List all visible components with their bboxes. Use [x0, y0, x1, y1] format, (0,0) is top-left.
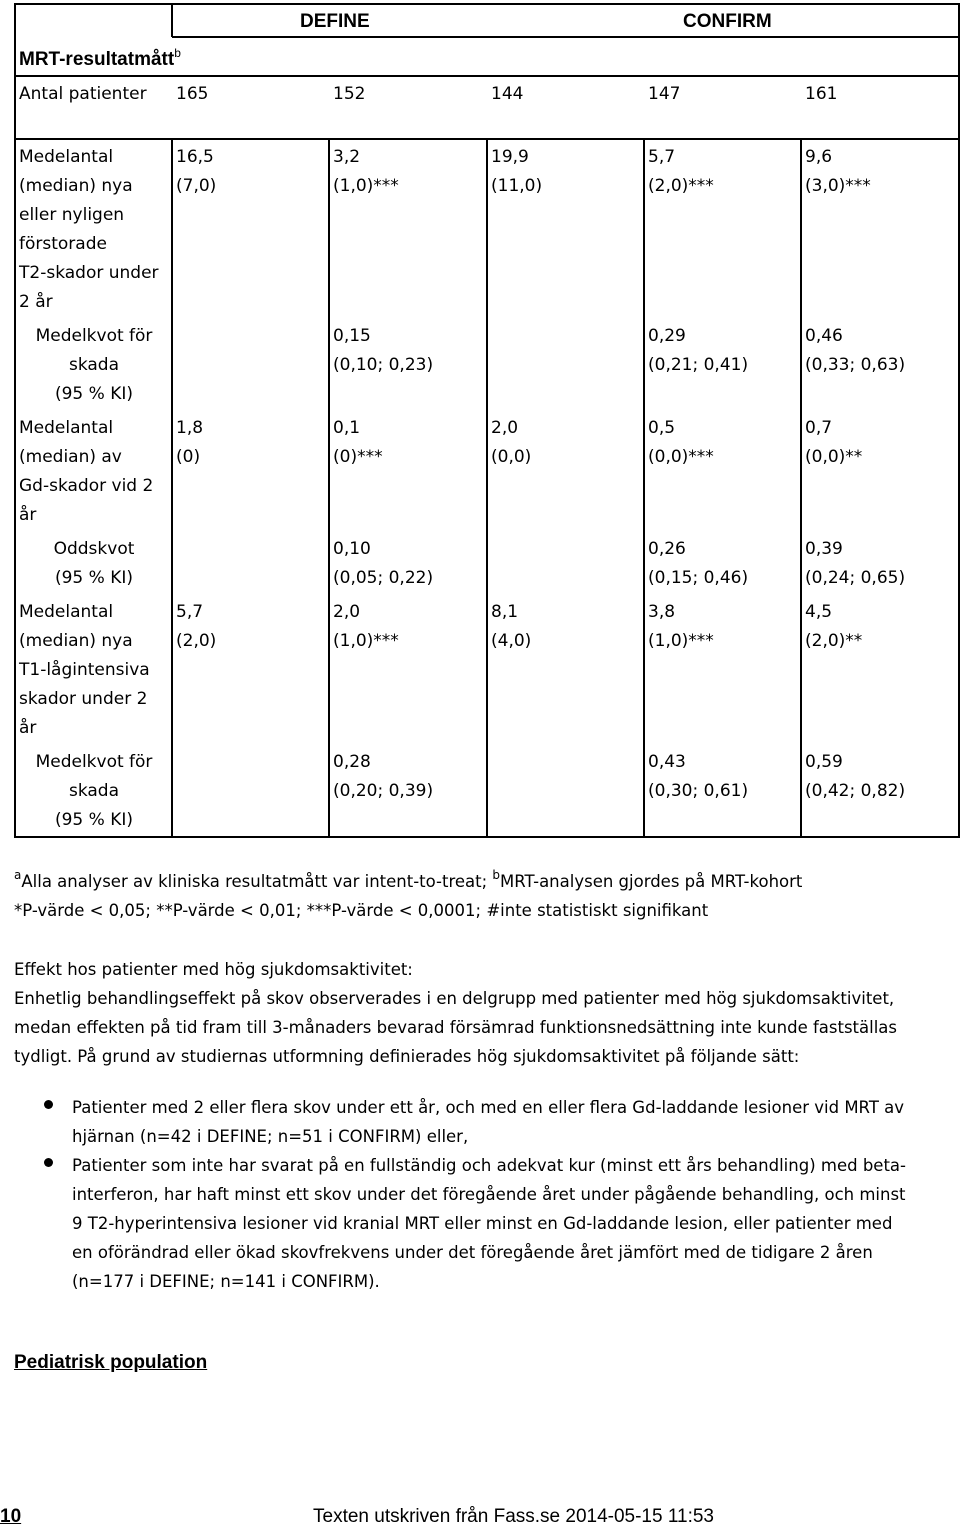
- table-cell: (0)***: [333, 447, 383, 467]
- row-label-line: Medelkvot för: [35, 752, 153, 772]
- patients-confirm-2: 147: [648, 84, 681, 104]
- bullet-2-line-5: (n=177 i DEFINE; n=141 i CONFIRM).: [72, 1272, 380, 1291]
- table-cell: 5,7: [648, 147, 676, 167]
- row-label-line: skada: [68, 355, 120, 375]
- patients-define-1: 165: [176, 84, 209, 104]
- table-cell: 0,1: [333, 418, 361, 438]
- table-cell: (7,0): [176, 176, 217, 196]
- row-label-line: Medelantal: [19, 418, 114, 438]
- table-cell: (0,15; 0,46): [648, 568, 749, 588]
- bullet-2-line-4: en oförändrad eller ökad skovfrekvens under det föregående året jämfört med de tidigare 2 åren: [72, 1243, 873, 1262]
- bullet-icon: [44, 1158, 53, 1167]
- patients-confirm-3: 161: [805, 84, 838, 104]
- table-cell: (1,0)***: [333, 631, 399, 651]
- table-cell: 2,0: [491, 418, 519, 438]
- table-cell: 4,5: [805, 602, 833, 622]
- table-title: [19, 45, 181, 76]
- row-label-line: år: [19, 505, 37, 525]
- table-cell: (0,0)***: [648, 447, 714, 467]
- table-cell: (0,20; 0,39): [333, 781, 434, 801]
- bullet-2-line-2: interferon, har haft minst ett skov under det föregående året under pågående behandling, och minst: [72, 1185, 906, 1204]
- table-cell: (2,0)***: [648, 176, 714, 196]
- row-label-line: Medelantal: [19, 602, 114, 622]
- table-cell: (0,30; 0,61): [648, 781, 749, 801]
- row-label-line: Gd-skador vid 2: [19, 476, 154, 496]
- table-cell: (0,21; 0,41): [648, 355, 749, 375]
- row-label-line: skada: [68, 781, 120, 801]
- table-title-text: MRT-resultatmått: [19, 49, 175, 70]
- table-cell: 19,9: [491, 147, 529, 167]
- patients-label: Antal patienter: [19, 84, 147, 104]
- body-paragraph-line-3: tydligt. På grund av studiernas utformning definierades hög sjukdomsaktivitet på följande sätt:: [14, 1047, 800, 1066]
- table-cell: (1,0)***: [333, 176, 399, 196]
- table-cell: (11,0): [491, 176, 543, 196]
- row-label-line: förstorade: [19, 234, 107, 254]
- page-number: 10: [0, 1506, 22, 1527]
- table-cell: 0,7: [805, 418, 833, 438]
- table-cell: (0,24; 0,65): [805, 568, 906, 588]
- footnote-ab: [14, 867, 802, 898]
- footnote-a-sup: a: [14, 868, 22, 882]
- table-cell: (1,0)***: [648, 631, 714, 651]
- row-label-line: Medelantal: [19, 147, 114, 167]
- footnote-b-text: MRT-analysen gjordes på MRT-kohort: [500, 872, 803, 891]
- table-cell: 0,26: [648, 539, 686, 559]
- row-label-line: Oddskvot: [53, 539, 135, 559]
- table-cell: (0): [176, 447, 201, 467]
- bullet-2-line-1: Patienter som inte har svarat på en fullständig och adekvat kur (minst ett års behandling) med beta-: [72, 1156, 906, 1175]
- row-label-line: (95 % KI): [54, 568, 134, 588]
- table-cell: (2,0): [176, 631, 217, 651]
- table-cell: 1,8: [176, 418, 204, 438]
- row-label-line: T1-lågintensiva: [19, 660, 150, 680]
- table-cell: 0,5: [648, 418, 676, 438]
- body-heading: Effekt hos patienter med hög sjukdomsaktivitet:: [14, 960, 413, 979]
- body-paragraph-line-1: Enhetlig behandlingseffekt på skov observerades i en delgrupp med patienter med hög sjukdomsaktivitet,: [14, 989, 895, 1008]
- table-cell: 0,10: [333, 539, 371, 559]
- header-define: DEFINE: [300, 11, 370, 32]
- table-cell: 9,6: [805, 147, 833, 167]
- row-label-line: (median) nya: [19, 176, 133, 196]
- table-cell: 2,0: [333, 602, 361, 622]
- header-confirm: CONFIRM: [683, 11, 772, 32]
- table-cell: (0,05; 0,22): [333, 568, 434, 588]
- footnote-pvalues: *P-värde < 0,05; **P-värde < 0,01; ***P-värde < 0,0001; #inte statistiskt signifikant: [14, 901, 709, 920]
- table-cell: (0,0): [491, 447, 532, 467]
- row-label-line: (95 % KI): [54, 810, 134, 830]
- table-cell: (0,10; 0,23): [333, 355, 434, 375]
- row-label-line: (95 % KI): [54, 384, 134, 404]
- table-cell: (0,0)**: [805, 447, 863, 467]
- patients-define-2: 152: [333, 84, 366, 104]
- bullet-1-line-1: Patienter med 2 eller flera skov under ett år, och med en eller flera Gd-laddande lesioner vid MRT av: [72, 1098, 905, 1117]
- table-cell: 3,2: [333, 147, 361, 167]
- table-cell: 0,43: [648, 752, 686, 772]
- row-label-line: eller nyligen: [19, 205, 125, 225]
- table-cell: 8,1: [491, 602, 519, 622]
- bullet-icon: [44, 1100, 53, 1109]
- section-heading: Pediatrisk population: [14, 1352, 208, 1373]
- table-cell: 0,46: [805, 326, 843, 346]
- table-title-sup: b: [174, 46, 181, 60]
- table-cell: 0,39: [805, 539, 843, 559]
- footer-text: Texten utskriven från Fass.se 2014-05-15 11:53: [313, 1506, 714, 1527]
- table-cell: 0,29: [648, 326, 686, 346]
- row-label-line: (median) av: [19, 447, 122, 467]
- table-cell: (3,0)***: [805, 176, 871, 196]
- row-label-line: 2 år: [19, 292, 53, 312]
- row-label-line: år: [19, 718, 37, 738]
- footnote-a-text: Alla analyser av kliniska resultatmått var intent-to-treat;: [21, 872, 493, 891]
- bullet-1-line-2: hjärnan (n=42 i DEFINE; n=51 i CONFIRM) eller,: [72, 1127, 469, 1146]
- table-cell: (2,0)**: [805, 631, 863, 651]
- table-cell: 0,59: [805, 752, 843, 772]
- table-cell: 0,15: [333, 326, 371, 346]
- row-label-line: (median) nya: [19, 631, 133, 651]
- table-cell: (0,42; 0,82): [805, 781, 906, 801]
- body-paragraph-line-2: medan effekten på tid fram till 3-månaders bevarad försämrad funktionsnedsättning inte kunde fastställas: [14, 1018, 898, 1037]
- row-label-line: T2-skador under: [19, 263, 159, 283]
- table-cell: 0,28: [333, 752, 371, 772]
- row-label-line: Medelkvot för: [35, 326, 153, 346]
- bullet-2-line-3: 9 T2-hyperintensiva lesioner vid kranial MRT eller minst en Gd-laddande lesion, eller patienter med: [72, 1214, 893, 1233]
- footnote-b-sup: b: [492, 868, 501, 882]
- table-cell: (4,0): [491, 631, 532, 651]
- table-cell: 16,5: [176, 147, 214, 167]
- table-cell: 3,8: [648, 602, 676, 622]
- row-label-line: skador under 2: [19, 689, 148, 709]
- patients-confirm-1: 144: [491, 84, 524, 104]
- table-cell: 5,7: [176, 602, 204, 622]
- table-cell: (0,33; 0,63): [805, 355, 906, 375]
